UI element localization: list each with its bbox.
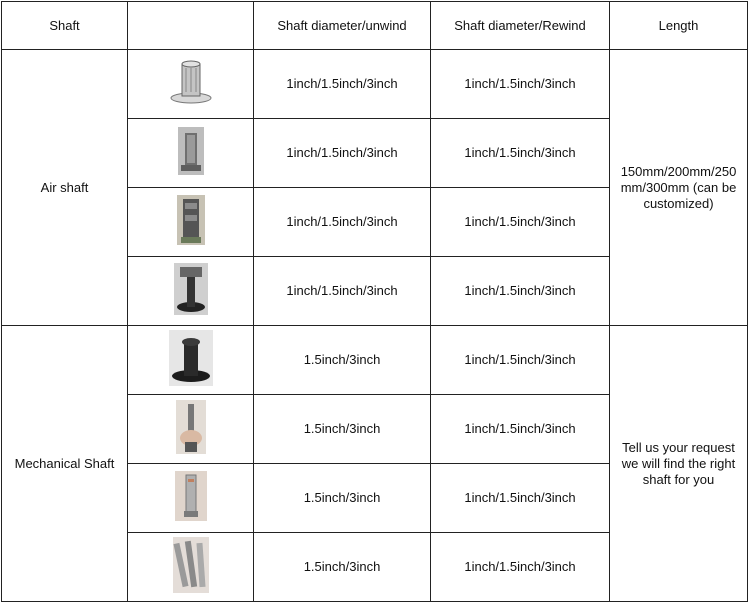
image-cell [128, 188, 254, 257]
length-note-air-shaft: 150mm/200mm/250 mm/300mm (can be customized) [610, 50, 748, 326]
rewind-value: 1inch/1.5inch/3inch [431, 188, 610, 257]
unwind-value: 1.5inch/3inch [254, 464, 431, 533]
header-row [2, 2, 748, 50]
image-cell [128, 50, 254, 119]
image-cell [128, 119, 254, 188]
table-row [2, 50, 748, 119]
table-row [2, 326, 748, 395]
air-shaft-photo-icon [174, 263, 208, 315]
unwind-value: 1.5inch/3inch [254, 326, 431, 395]
unwind-value: 1inch/1.5inch/3inch [254, 188, 431, 257]
group-name-air-shaft: Air shaft [2, 50, 128, 326]
rewind-value: 1inch/1.5inch/3inch [431, 395, 610, 464]
header-unwind: Shaft diameter/unwind [254, 2, 431, 50]
mechanical-shaft-photo-icon [169, 330, 213, 386]
image-cell [128, 533, 254, 602]
unwind-value: 1inch/1.5inch/3inch [254, 119, 431, 188]
rewind-value: 1inch/1.5inch/3inch [431, 257, 610, 326]
image-cell [128, 257, 254, 326]
rewind-value: 1inch/1.5inch/3inch [431, 464, 610, 533]
unwind-value: 1inch/1.5inch/3inch [254, 257, 431, 326]
header-rewind: Shaft diameter/Rewind [431, 2, 610, 50]
shaft-spec-table [1, 1, 748, 602]
air-shaft-chuck-icon [169, 58, 213, 106]
header-length: Length [610, 2, 748, 50]
air-shaft-photo-icon [178, 127, 204, 175]
header-image [128, 2, 254, 50]
image-cell [128, 326, 254, 395]
unwind-value: 1.5inch/3inch [254, 395, 431, 464]
rewind-value: 1inch/1.5inch/3inch [431, 50, 610, 119]
length-note-mechanical-shaft: Tell us your request we will find the right shaft for you [610, 326, 748, 602]
mechanical-shaft-photo-icon [176, 400, 206, 454]
air-shaft-photo-icon [177, 195, 205, 245]
image-cell [128, 395, 254, 464]
unwind-value: 1inch/1.5inch/3inch [254, 50, 431, 119]
rewind-value: 1inch/1.5inch/3inch [431, 533, 610, 602]
mechanical-shaft-photo-icon [173, 537, 209, 593]
mechanical-shaft-photo-icon [175, 471, 207, 521]
header-shaft: Shaft [2, 2, 128, 50]
image-cell [128, 464, 254, 533]
rewind-value: 1inch/1.5inch/3inch [431, 119, 610, 188]
group-name-mechanical-shaft: Mechanical Shaft [2, 326, 128, 602]
unwind-value: 1.5inch/3inch [254, 533, 431, 602]
rewind-value: 1inch/1.5inch/3inch [431, 326, 610, 395]
